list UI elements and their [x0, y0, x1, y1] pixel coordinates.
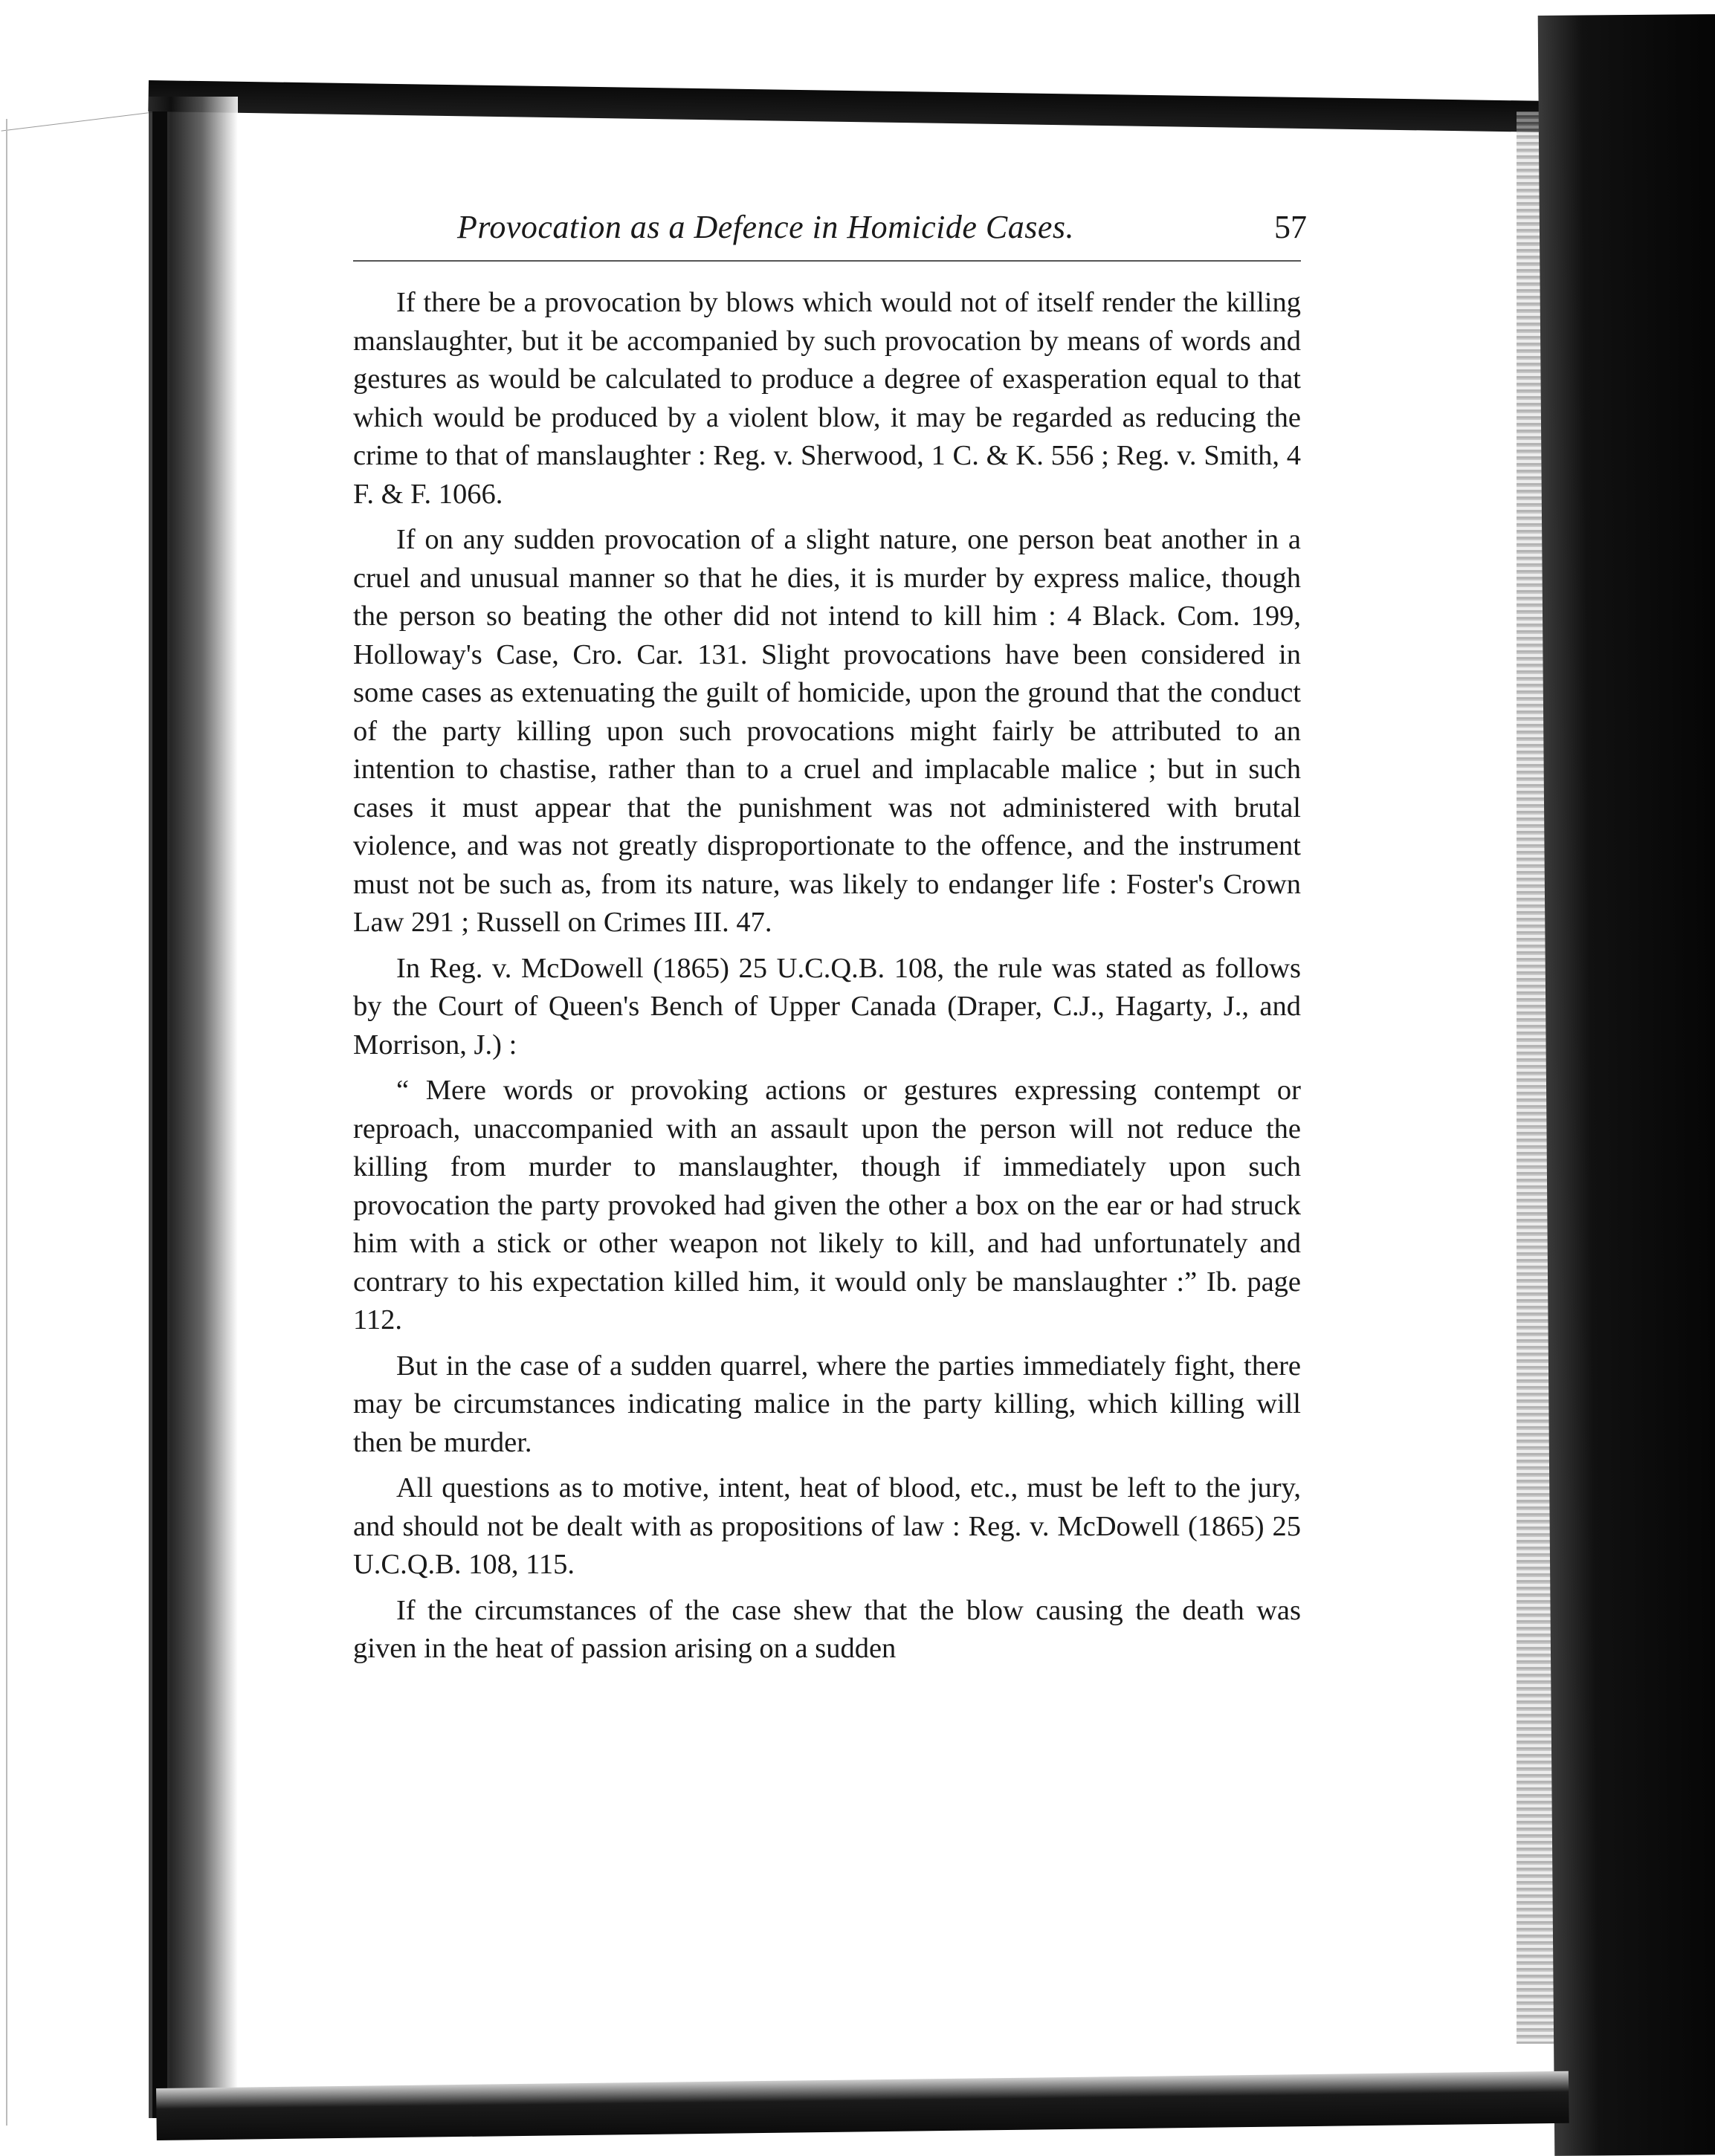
paragraph: All questions as to motive, intent, heat of blood, etc., must be left to the jury, and should not be dealt with as propositions of law : Reg. v. McDowell (1865) 25 U.C.Q.B. 108, 115. — [353, 1472, 1301, 1580]
paragraph: But in the case of a sudden quarrel, where the parties immediately fight, there may be circumstances indicating malice in the party killing, which killing will then be murder. — [353, 1350, 1301, 1458]
scan-border-bottom — [156, 2071, 1569, 2140]
book-page — [353, 201, 1307, 1676]
paragraph: If there be a provocation by blows which would not of itself render the killing manslaughter, but it be accompanied by such provocation by means of words and gestures as would be calculated to produce a degree of exasperation equal to that which would be produced by a violent blow, it may be regarded as reducing the crime to that of manslaughter : Reg. v. Sherwood, 1 C. & K. 556 ; Reg. v. Smith, 4 F. & F. 1066. — [353, 287, 1301, 510]
scan-margin-line-left — [6, 119, 7, 2126]
scan-border-right — [1538, 14, 1715, 2156]
paragraph: “ Mere words or provoking actions or gestures expressing contempt or reproach, unaccompanied with an assault upon the person will not reduce the killing from murder to manslaughter, though if immediately upon such provocation the party provoked had given the other a box on the ear or had struck him with a stick or other weapon not likely to kill, and had unfortunately and contrary to his expectation killed him, it would only be manslaughter :” Ib. page 112. — [353, 1075, 1301, 1336]
scan-gutter — [152, 111, 167, 2118]
scan-margin-line — [1, 111, 157, 132]
running-head — [353, 201, 1307, 262]
page-number: 57 — [1274, 209, 1307, 245]
paragraph: If on any sudden provocation of a slight nature, one person beat another in a cruel and unusual manner so that he dies, it is murder by express malice, though the person so beating the other did not intend to kill him : 4 Black. Com. 199, Holloway's Case, Cro. Car. 131. Slight provocations have been considered in some cases as extenuating the guilt of homicide, upon the ground that the conduct of the party killing upon such provocations might fairly be attributed to an intention to chastise, rather than to a cruel and implacable malice ; but in such cases it must appear that the punishment was not administered with brutal violence, and was not greatly disproportionate to the offence, and the instrument must not be such as, from its nature, was likely to endanger life : Foster's Crown Law 291 ; Russell on Crimes III. 47. — [353, 524, 1301, 938]
paragraph: In Reg. v. McDowell (1865) 25 U.C.Q.B. 108, the rule was stated as follows by the Court of Queen's Bench of Upper Canada (Draper, C.J., Hagarty, J., and Morrison, J.) : — [353, 952, 1301, 1061]
body-text — [353, 284, 1301, 1668]
paragraph: If the circumstances of the case shew that the blow causing the death was given in the heat of passion arising on a sudden — [353, 1594, 1301, 1664]
running-title: Provocation as a Defence in Homicide Cases. — [457, 209, 1075, 245]
scan-border-top — [148, 80, 1583, 133]
